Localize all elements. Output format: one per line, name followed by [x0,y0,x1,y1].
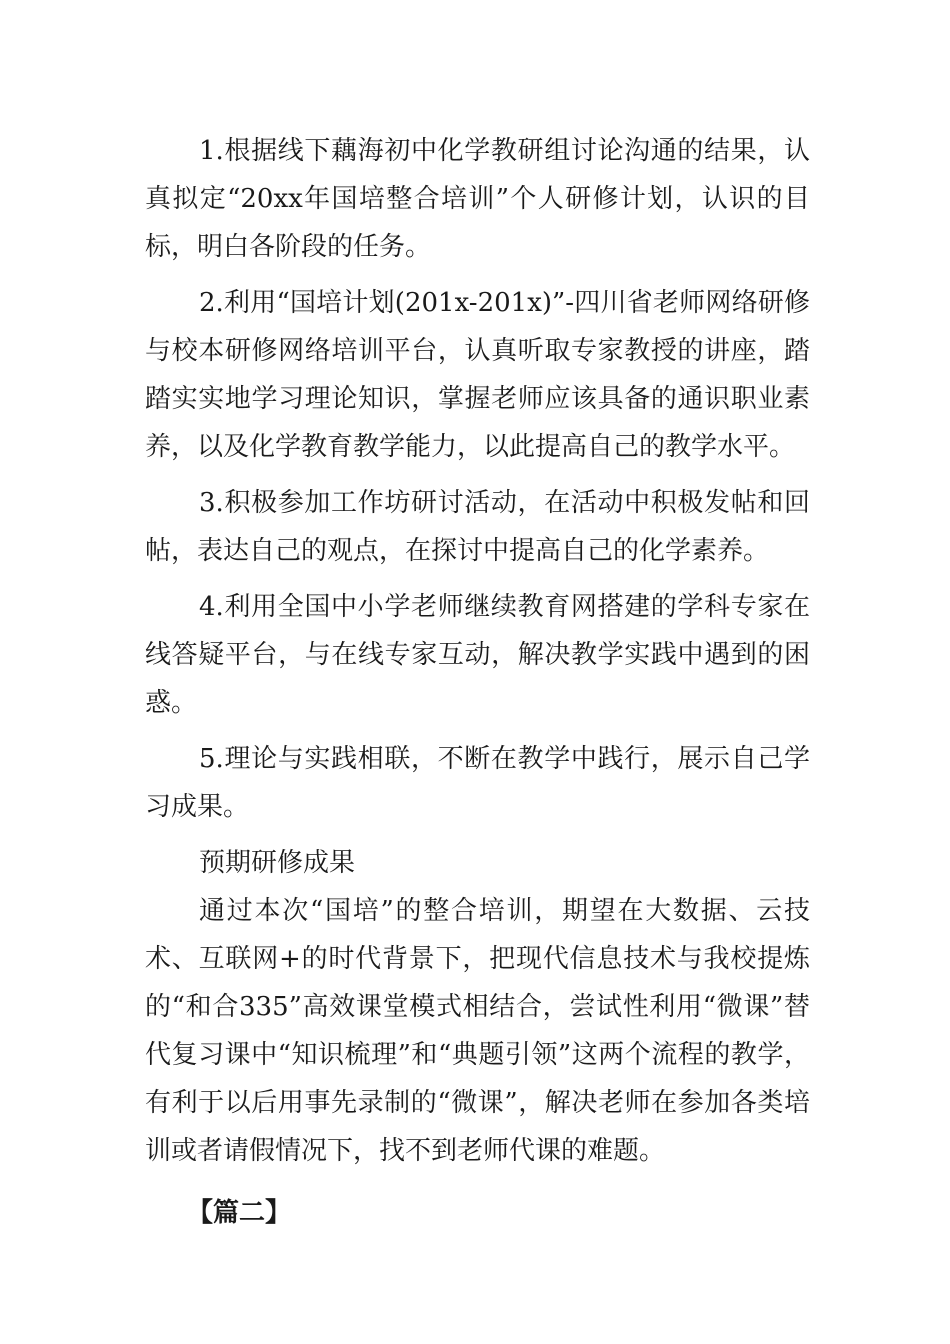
paragraph-step-4: 4.利用全国中小学老师继续教育网搭建的学科专家在线答疑平台，与在线专家互动，解决教学实践中遇到的困惑。 [145,592,810,718]
section-mark: 【篇二】 [187,1198,292,1228]
section-heading: 预期研修成果 [199,848,356,878]
paragraph-step-3: 3.积极参加工作坊研讨活动，在活动中积极发帖和回帖，表达自己的观点，在探讨中提高自己的化学素养。 [145,488,810,566]
outcome-paragraph: 通过本次“国培”的整合培训，期望在大数据、云技术、互联网+的时代背景下，把现代信息技术与我校提炼的“和合335”高效课堂模式相结合，尝试性利用“微课”替代复习课中“知识梳理”和“典题引领”这两个流程的教学，有利于以后用事先录制的“微课”，解决老师在参加各类培训或者请假情况下，找不到老师代课的难题。 [145,896,810,1166]
paragraph-step-2: 2.利用“国培计划(201x-201x)”-四川省老师网络研修与校本研修网络培训平台，认真听取专家教授的讲座，踏踏实实地学习理论知识，掌握老师应该具备的通识职业素养，以及化学教育教学能力，以此提高自己的教学水平。 [145,288,810,462]
paragraph-step-5: 5.理论与实践相联，不断在教学中践行，展示自己学习成果。 [145,744,810,822]
paragraph-step-1: 1.根据线下藕海初中化学教研组讨论沟通的结果，认真拟定“20xx年国培整合培训”个人研修计划，认识的目标，明白各阶段的任务。 [145,136,810,262]
document-body [145,127,810,1237]
